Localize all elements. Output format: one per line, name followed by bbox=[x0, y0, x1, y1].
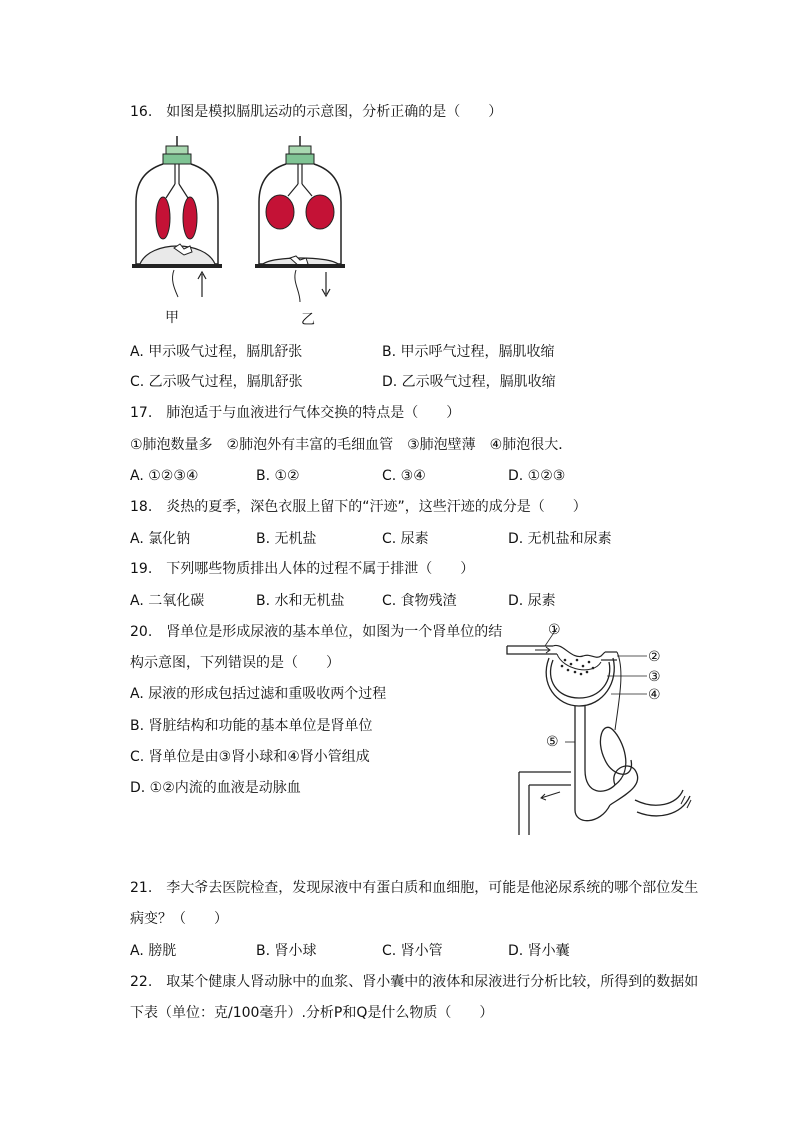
q18-option-d: D. 无机盐和尿素 bbox=[508, 531, 612, 547]
q17-stem: 17. 肺泡适于与血液进行气体交换的特点是（ ） bbox=[130, 405, 461, 421]
nephron-label-5: ⑤ bbox=[546, 734, 559, 750]
q20-option-c: C. 肾单位是由③肾小球和④肾小管组成 bbox=[130, 749, 370, 765]
q17-statement: ①肺泡数量多 ②肺泡外有丰富的毛细血管 ③肺泡壁薄 ④肺泡很大． bbox=[130, 437, 573, 453]
nephron-label-3: ③ bbox=[648, 669, 661, 685]
q22-stem-line2: 下表（单位：克/100毫升）.分析P和Q是什么物质（ ） bbox=[130, 1005, 494, 1021]
q17-option-d: D. ①②③ bbox=[508, 468, 566, 484]
q18-option-a: A. 氯化钠 bbox=[130, 531, 191, 547]
q17-option-c: C. ③④ bbox=[382, 468, 426, 484]
q19-option-c: C. 食物残渣 bbox=[382, 593, 457, 609]
q16-option-c: C. 乙示吸气过程，膈肌舒张 bbox=[130, 374, 303, 390]
bell-jar-left bbox=[132, 136, 222, 297]
diaphragm-model-figure bbox=[130, 132, 350, 302]
bell-jar-right bbox=[255, 136, 345, 302]
figure-label-jia: 甲 bbox=[165, 310, 179, 326]
nephron-label-1: ① bbox=[548, 622, 561, 638]
q18-option-b: B. 无机盐 bbox=[256, 531, 317, 547]
q22-stem-line1: 22. 取某个健康人肾动脉中的血浆、肾小囊中的液体和尿液进行分析比较，所得到的数据如 bbox=[130, 974, 699, 990]
q20-option-a: A. 尿液的形成包括过滤和重吸收两个过程 bbox=[130, 686, 387, 702]
q21-option-a: A. 膀胱 bbox=[130, 943, 177, 959]
q18-option-c: C. 尿素 bbox=[382, 531, 429, 547]
q20-option-d: D. ①②内流的血液是动脉血 bbox=[130, 780, 301, 796]
q19-stem: 19. 下列哪些物质排出人体的过程不属于排泄（ ） bbox=[130, 561, 475, 577]
q21-option-b: B. 肾小球 bbox=[256, 943, 317, 959]
q19-option-a: A. 二氧化碳 bbox=[130, 593, 205, 609]
nephron-label-2: ② bbox=[648, 649, 661, 665]
q16-option-a: A. 甲示吸气过程，膈肌舒张 bbox=[130, 344, 303, 360]
q18-stem: 18. 炎热的夏季，深色衣服上留下的“汗迹”，这些汗迹的成分是（ ） bbox=[130, 499, 587, 515]
q17-option-a: A. ①②③④ bbox=[130, 468, 199, 484]
q16-stem: 16. 如图是模拟膈肌运动的示意图，分析正确的是（ ） bbox=[130, 104, 503, 120]
nephron-label-4: ④ bbox=[648, 687, 661, 703]
q21-stem-line2: 病变？（ ） bbox=[130, 911, 228, 927]
figure-label-yi: 乙 bbox=[301, 312, 315, 328]
q20-stem-line2: 构示意图，下列错误的是（ ） bbox=[130, 655, 340, 671]
q20-option-b: B. 肾脏结构和功能的基本单位是肾单位 bbox=[130, 718, 373, 734]
q20-stem-line1: 20. 肾单位是形成尿液的基本单位，如图为一个肾单位的结 bbox=[130, 624, 503, 640]
q21-option-c: C. 肾小管 bbox=[382, 943, 443, 959]
nephron-figure bbox=[505, 620, 700, 840]
q16-option-d: D. 乙示吸气过程，膈肌收缩 bbox=[382, 374, 556, 390]
q19-option-b: B. 水和无机盐 bbox=[256, 593, 345, 609]
q17-option-b: B. ①② bbox=[256, 468, 300, 484]
q21-option-d: D. 肾小囊 bbox=[508, 943, 570, 959]
q21-stem-line1: 21. 李大爷去医院检查，发现尿液中有蛋白质和血细胞，可能是他泌尿系统的哪个部位发生 bbox=[130, 880, 699, 896]
q19-option-d: D. 尿素 bbox=[508, 593, 556, 609]
q16-option-b: B. 甲示呼气过程，膈肌收缩 bbox=[382, 344, 555, 360]
